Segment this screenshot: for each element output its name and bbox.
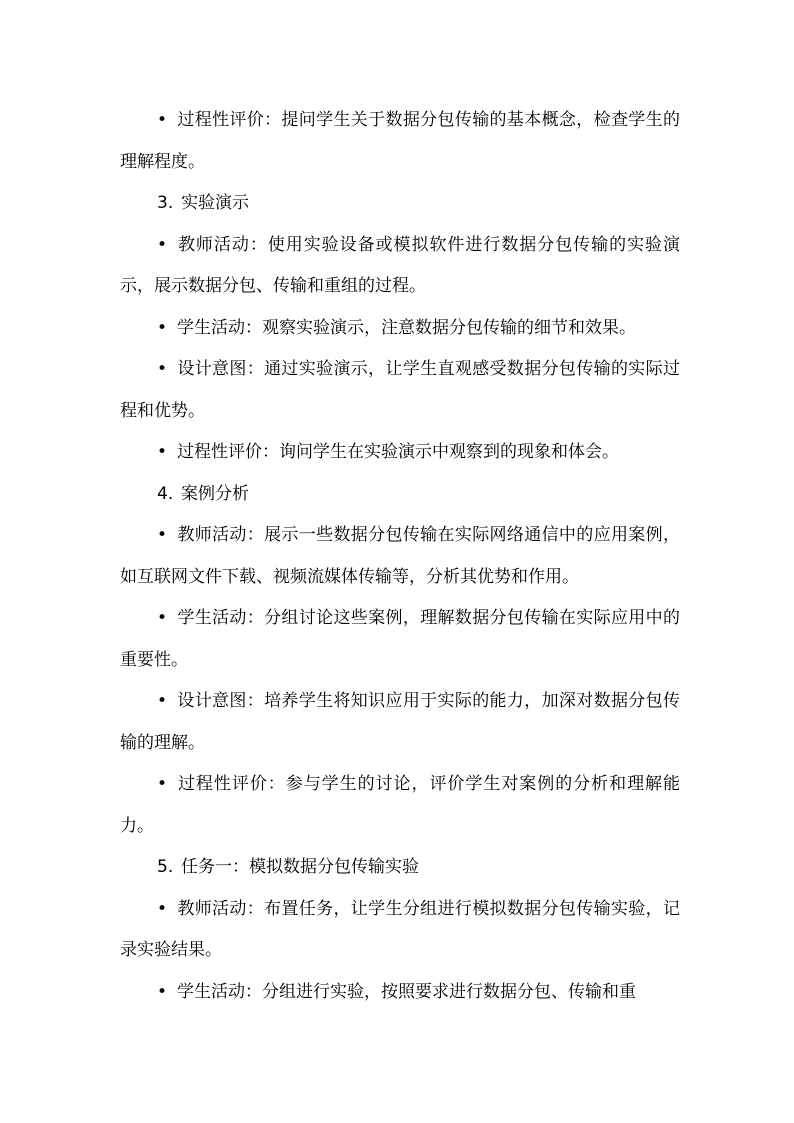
paragraph-text: 学生活动：分组讨论这些案例，理解数据分包传输在实际应用中的重要性。 [120, 608, 680, 670]
bullet-icon: • [157, 359, 168, 379]
bullet-icon: • [157, 981, 168, 1002]
paragraph-bullet [120, 308, 680, 350]
paragraph-bullet [120, 349, 680, 432]
paragraph-bullet [120, 681, 680, 764]
paragraph-text: 设计意图：培养学生将知识应用于实际的能力，加深对数据分包传输的理解。 [120, 691, 680, 753]
paragraph-text: 设计意图：通过实验演示，让学生直观感受数据分包传输的实际过程和优势。 [120, 359, 680, 421]
section-title: 任务一：模拟数据分包传输实验 [181, 857, 419, 877]
paragraph-bullet [120, 598, 680, 681]
paragraph-text: 过程性评价：参与学生的讨论，评价学生对案例的分析和理解能力。 [120, 774, 680, 836]
bullet-icon: • [157, 317, 168, 338]
paragraph-bullet [120, 100, 680, 183]
bullet-icon: • [157, 442, 168, 462]
section-heading [120, 474, 680, 516]
section-number: 3. [157, 193, 174, 213]
bullet-icon: • [157, 691, 168, 711]
paragraph-bullet [120, 889, 680, 972]
paragraph-text: 学生活动：分组进行实验，按照要求进行数据分包、传输和重 [177, 981, 636, 1002]
bullet-icon: • [157, 774, 168, 794]
paragraph-bullet [120, 432, 680, 474]
paragraph-bullet [120, 515, 680, 598]
bullet-icon: • [157, 898, 168, 919]
paragraph-text: 教师活动：展示一些数据分包传输在实际网络通信中的应用案例，如互联网文件下载、视频流媒体传输等，分析其优势和作用。 [120, 525, 680, 587]
section-number: 5. [157, 857, 174, 877]
paragraph-bullet [120, 764, 680, 847]
bullet-icon: • [157, 110, 168, 130]
section-title: 实验演示 [181, 193, 249, 213]
section-title: 案例分析 [181, 483, 249, 504]
section-heading [120, 847, 680, 889]
paragraph-text: 教师活动：使用实验设备或模拟软件进行数据分包传输的实验演示，展示数据分包、传输和重组的过程。 [120, 234, 680, 296]
paragraph-text: 过程性评价：提问学生关于数据分包传输的基本概念，检查学生的理解程度。 [120, 110, 680, 172]
paragraph-text: 过程性评价：询问学生在实验演示中观察到的现象和体会。 [177, 442, 619, 462]
bullet-icon: • [157, 525, 168, 545]
paragraph-text: 教师活动：布置任务，让学生分组进行模拟数据分包传输实验，记录实验结果。 [120, 898, 680, 960]
paragraph-bullet [120, 972, 680, 1014]
bullet-icon: • [157, 234, 168, 255]
section-number: 4. [157, 483, 174, 504]
paragraph-bullet [120, 225, 680, 308]
paragraph-text: 学生活动：观察实验演示，注意数据分包传输的细节和效果。 [177, 317, 636, 338]
document-body [120, 100, 680, 1013]
bullet-icon: • [157, 608, 168, 628]
section-heading [120, 183, 680, 225]
